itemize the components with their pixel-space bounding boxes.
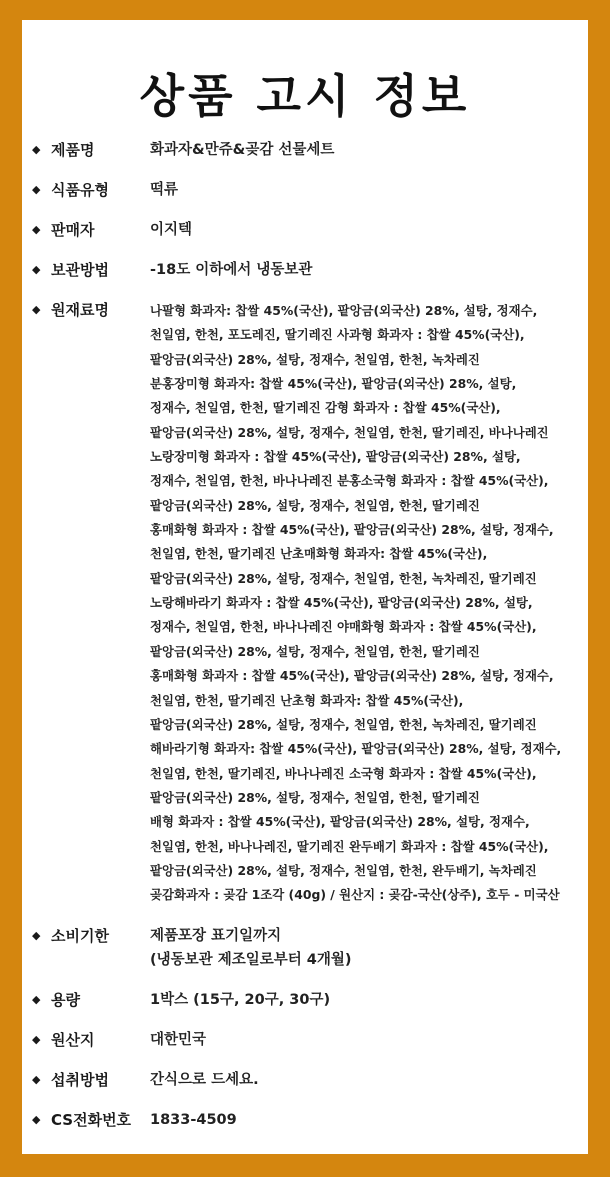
diamond-bullet-icon: ◆ (32, 223, 41, 236)
cs-phone-label: CS전화번호 (51, 1110, 132, 1129)
expiry-value (150, 924, 580, 972)
ingredients-line: 정재수, 천일염, 한천, 바나나레진 분홍소국형 화과자 : 찹쌀 45%(국산), (150, 473, 549, 489)
ingredients-line: 팥앙금(외국산) 28%, 설탕, 정재수, 천일염, 한천, 완두배기, 녹차레진 (150, 862, 537, 878)
ingredients-line: 정재수, 천일염, 한천, 딸기레진 감형 화과자 : 찹쌀 45%(국산), (150, 400, 501, 416)
ingredients-line: 곶감화과자 : 곶감 1조각 (40g) / 원산지 : 곶감-국산(상주), 호두 - 미국산 (150, 887, 560, 903)
diamond-bullet-icon: ◆ (32, 928, 41, 942)
food-type-label: 식품유형 (51, 181, 109, 199)
row-food-type (32, 178, 580, 202)
ingredients-value (150, 299, 580, 908)
row-seller (32, 218, 580, 242)
diamond-bullet-icon: ◆ (32, 183, 41, 196)
row-cs-phone (32, 1108, 580, 1132)
ingredients-line: 홍매화형 화과자 : 찹쌀 45%(국산), 팥앙금(외국산) 28%, 설탕, 정재수, (150, 668, 554, 684)
expiry-label: 소비기한 (51, 926, 109, 945)
ingredients-line: 나팔형 화과자: 찹쌀 45%(국산), 팥앙금(외국산) 28%, 설탕, 정재수, (150, 303, 538, 318)
diamond-bullet-icon: ◆ (32, 1112, 41, 1126)
row-ingredients (32, 298, 580, 908)
origin-label: 원산지 (51, 1030, 95, 1049)
storage-value: -18도 이하에서 냉동보관 (150, 262, 313, 278)
row-capacity (32, 988, 580, 1012)
storage-label: 보관방법 (51, 261, 109, 279)
ingredients-line: 천일염, 한천, 딸기레진, 바나나레진 소국형 화과자 : 찹쌀 45%(국산), (150, 765, 537, 781)
diamond-bullet-icon: ◆ (32, 263, 41, 276)
ingredients-line: 팥앙금(외국산) 28%, 설탕, 정재수, 천일염, 한천, 녹차레진, 딸기레진 (150, 716, 537, 732)
ingredients-line: 팥앙금(외국산) 28%, 설탕, 정재수, 천일염, 한천, 딸기레진 (150, 497, 480, 513)
ingredients-line: 분홍장미형 화과자: 찹쌀 45%(국산), 팥앙금(외국산) 28%, 설탕, (150, 376, 517, 392)
diamond-bullet-icon: ◆ (32, 1072, 41, 1086)
capacity-label: 용량 (51, 990, 80, 1009)
row-storage (32, 258, 580, 282)
expiry-line: 제품포장 표기일까지 (150, 927, 282, 944)
ingredients-line: 배형 화과자 : 찹쌀 45%(국산), 팥앙금(외국산) 28%, 설탕, 정재수, (150, 814, 530, 830)
ingredients-line: 홍매화형 화과자 : 찹쌀 45%(국산), 팥앙금(외국산) 28%, 설탕, 정재수, (150, 522, 554, 538)
ingredients-line: 팥앙금(외국산) 28%, 설탕, 정재수, 천일염, 한천, 딸기레진 (150, 789, 480, 805)
row-intake (32, 1068, 580, 1092)
diamond-bullet-icon: ◆ (32, 992, 41, 1006)
ingredients-line: 해바라기형 화과자: 찹쌀 45%(국산), 팥앙금(외국산) 28%, 설탕, 정재수, (150, 741, 562, 757)
diamond-bullet-icon: ◆ (32, 1032, 41, 1046)
ingredients-line: 천일염, 한천, 딸기레진 난초매화형 화과자: 찹쌀 45%(국산), (150, 546, 488, 562)
ingredients-line: 천일염, 한천, 포도레진, 딸기레진 사과형 화과자 : 찹쌀 45%(국산), (150, 327, 525, 343)
ingredients-line: 천일염, 한천, 딸기레진 난초형 화과자: 찹쌀 45%(국산), (150, 692, 464, 708)
ingredients-line: 팥앙금(외국산) 28%, 설탕, 정재수, 천일염, 한천, 딸기레진, 바나나레진 (150, 424, 549, 440)
ingredients-line: 팥앙금(외국산) 28%, 설탕, 정재수, 천일염, 한천, 딸기레진 (150, 643, 480, 659)
row-product-name (32, 138, 580, 162)
ingredients-line: 정재수, 천일염, 한천, 바나나레진 야매화형 화과자 : 찹쌀 45%(국산), (150, 619, 537, 635)
row-expiry (32, 924, 580, 972)
diamond-bullet-icon: ◆ (32, 143, 41, 156)
origin-value: 대한민국 (150, 1031, 207, 1048)
ingredients-line: 팥앙금(외국산) 28%, 설탕, 정재수, 천일염, 한천, 녹차레진 (150, 351, 480, 367)
page-title: 상품 고시 정보 (139, 69, 471, 123)
expiry-line: (냉동보관 제조일로부터 4개월) (150, 951, 352, 968)
cs-phone-value: 1833-4509 (150, 1111, 237, 1128)
row-origin (32, 1028, 580, 1052)
ingredients-line: 팥앙금(외국산) 28%, 설탕, 정재수, 천일염, 한천, 녹차레진, 딸기레진 (150, 570, 537, 586)
intake-label: 섭취방법 (51, 1070, 109, 1089)
ingredients-line: 천일염, 한천, 바나나레진, 딸기레진 완두배기 화과자 : 찹쌀 45%(국산), (150, 838, 549, 854)
capacity-value: 1박스 (15구, 20구, 30구) (150, 991, 331, 1008)
intake-value: 간식으로 드세요. (150, 1071, 259, 1088)
seller-label: 판매자 (51, 221, 95, 239)
seller-value: 이지텍 (150, 222, 193, 238)
product-notice-card (22, 20, 588, 1154)
ingredients-label: 원재료명 (51, 301, 109, 319)
ingredients-line: 노랑해바라기 화과자 : 찹쌀 45%(국산), 팥앙금(외국산) 28%, 설탕, (150, 595, 533, 611)
notice-rows (32, 138, 580, 1148)
diamond-bullet-icon: ◆ (32, 303, 41, 316)
food-type-value: 떡류 (150, 182, 179, 198)
product-name-value: 화과자&만쥬&곶감 선물세트 (150, 142, 335, 158)
product-name-label: 제품명 (51, 141, 95, 159)
ingredients-line: 노랑장미형 화과자 : 찹쌀 45%(국산), 팥앙금(외국산) 28%, 설탕, (150, 449, 521, 465)
